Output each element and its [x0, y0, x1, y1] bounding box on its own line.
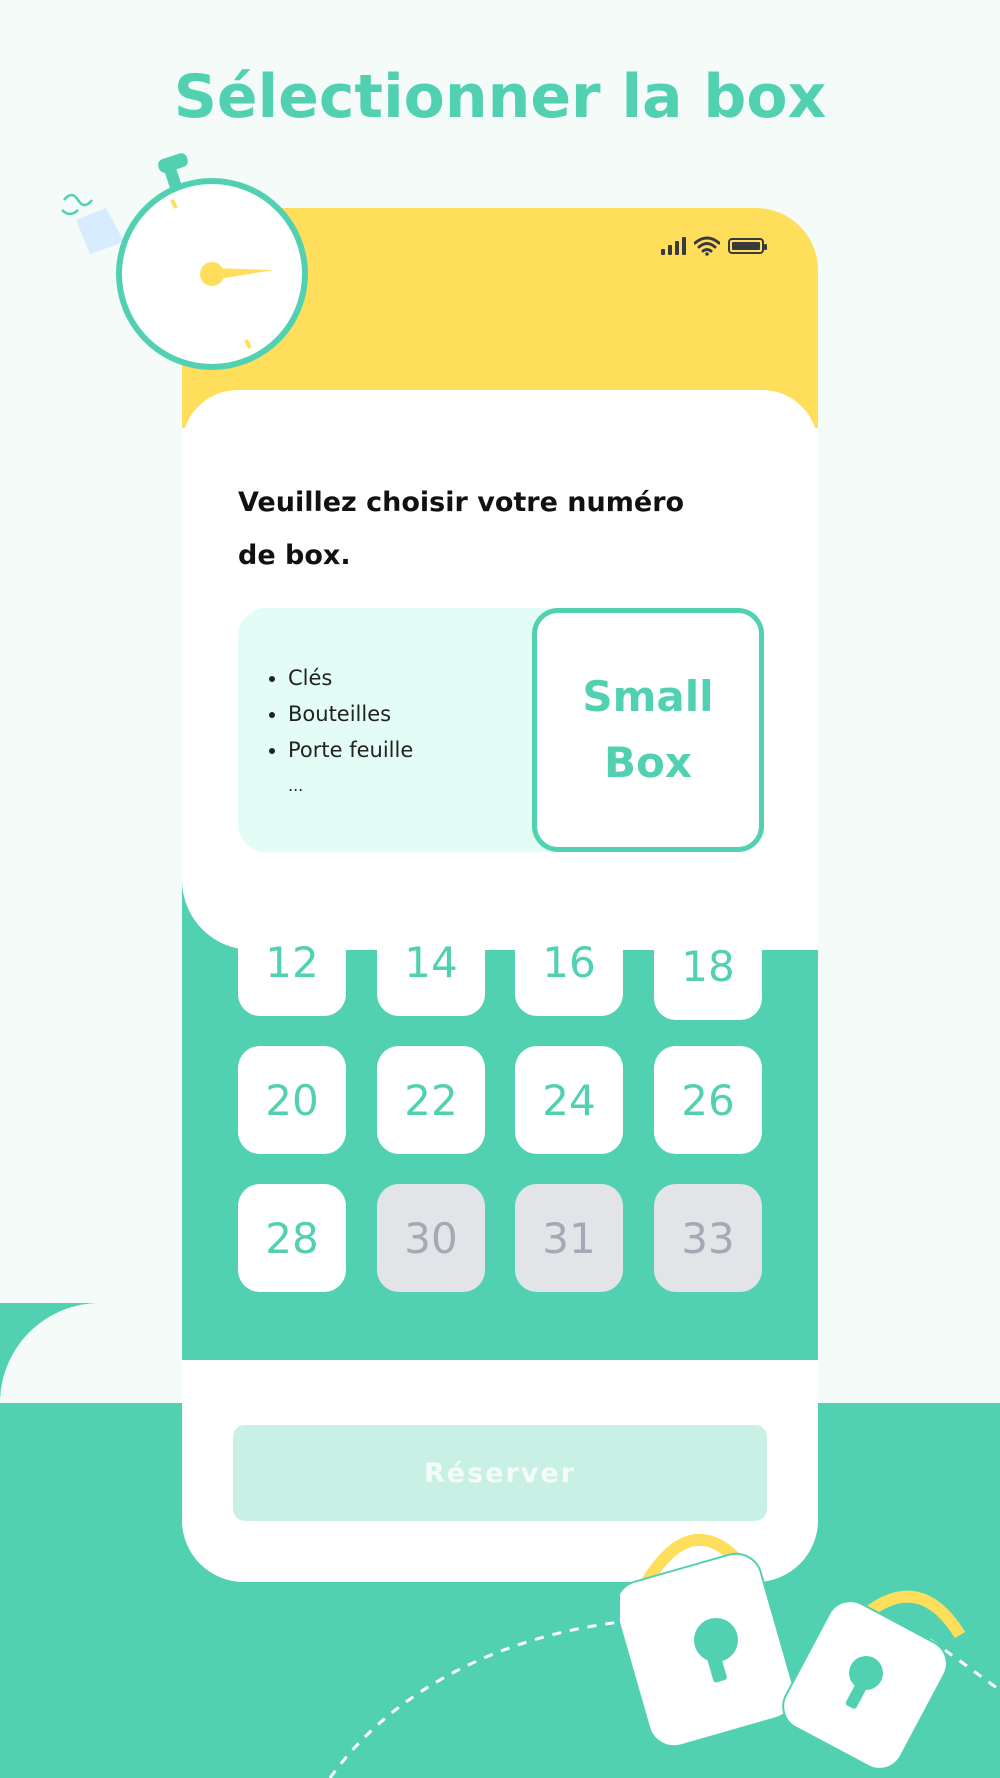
box-number-14[interactable]: 14 [377, 908, 485, 1016]
confetti-decoration [62, 195, 124, 254]
box-items-list [256, 660, 413, 768]
box-type-line-1: Small [582, 672, 714, 721]
wifi-icon [694, 236, 720, 256]
reserve-button[interactable]: Réserver [233, 1425, 767, 1521]
heading-line-1: Veuillez choisir votre numéro [238, 487, 685, 518]
box-number-31[interactable]: 31 [515, 1184, 623, 1292]
page-title: Sélectionner la box [173, 62, 827, 132]
box-number-26[interactable]: 26 [654, 1046, 762, 1154]
box-number-20[interactable]: 20 [238, 1046, 346, 1154]
heading-line-2: de box. [238, 540, 351, 571]
status-bar [661, 236, 764, 256]
list-item: • Porte feuille [288, 732, 413, 768]
stopwatch-illustration [56, 150, 316, 380]
box-type-badge[interactable] [532, 608, 764, 852]
phone-mockup [182, 208, 818, 1582]
box-number-28[interactable]: 28 [238, 1184, 346, 1292]
signal-icon [661, 237, 686, 255]
box-number-16[interactable]: 16 [515, 908, 623, 1016]
box-type-line-2: Box [604, 738, 692, 787]
list-item: • Bouteilles [288, 696, 413, 732]
box-info-card [238, 608, 764, 852]
box-number-18[interactable]: 18 [654, 912, 762, 1020]
box-number-24[interactable]: 24 [515, 1046, 623, 1154]
padlock-illustration [620, 1515, 1000, 1778]
instruction-heading [238, 476, 758, 582]
box-number-22[interactable]: 22 [377, 1046, 485, 1154]
battery-icon [728, 238, 764, 254]
box-number-33[interactable]: 33 [654, 1184, 762, 1292]
box-number-12[interactable]: 12 [238, 908, 346, 1016]
list-more: ... [288, 776, 304, 795]
background-curve-left [0, 1303, 100, 1403]
list-item: • Clés [288, 660, 413, 696]
box-number-30[interactable]: 30 [377, 1184, 485, 1292]
